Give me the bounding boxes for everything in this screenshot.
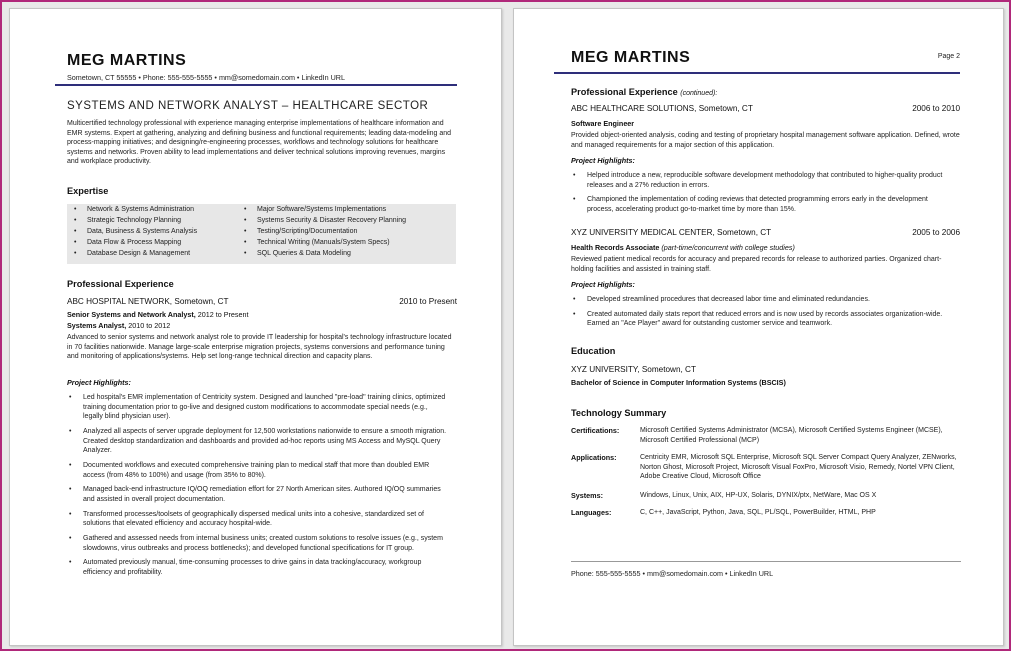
candidate-name: MEG MARTINS <box>67 52 187 69</box>
expertise-item: • Database Design & Management <box>87 250 190 257</box>
expertise-item: • Systems Security & Disaster Recovery Planning <box>257 217 406 224</box>
tech-value: Centricity EMR, Microsoft SQL Enterprise, Microsoft SQL Server Compact Query Analyzer, ZENworks, Norton Ghost, Microsoft Project, Microsoft Visual FoxPro, Microsoft Visio, Remedy, Nortel VPN Client, Adobe Creative Cloud, Microsoft Office <box>640 454 957 481</box>
page-number: Page 2 <box>937 53 960 60</box>
expertise-item: • Network & Systems Administration <box>87 206 194 213</box>
list-item: • Documented workflows and executed comprehensive training plan to medical staff that more than doubled EMR access (from 48% to 100%) and usage (from 35% to 80%). <box>67 461 447 480</box>
job-description: Provided object-oriented analysis, coding and testing of proprietary hospital management software application. Defined, wrote and managed requirements for a major section of this application. <box>571 132 960 149</box>
expertise-heading: Expertise <box>67 186 109 196</box>
highlights-list <box>571 171 951 220</box>
employer-dates: 2005 to 2006 <box>912 228 960 237</box>
tech-heading: Technology Summary <box>571 408 667 418</box>
highlights-list <box>571 295 951 334</box>
employer-dates: 2006 to 2010 <box>912 104 960 113</box>
highlights-label: Project Highlights: <box>67 378 131 387</box>
expertise-item: • Strategic Technology Planning <box>87 217 181 224</box>
tech-value: Windows, Linux, Unix, AIX, HP-UX, Solaris, DYNIX/ptx, NetWare, Mac OS X <box>640 492 877 499</box>
list-item: • Championed the implementation of coding reviews that detected programming errors early in the development process, accelerating product go-to-market time by more than 15%. <box>571 195 951 214</box>
tech-label: Languages: <box>571 508 612 517</box>
list-item: • Managed back-end infrastructure IQ/OQ remediation effort for 27 North American sites. Authored IQ/OQ summaries and assisted in overall project documentation. <box>67 485 447 504</box>
role-title-1: Senior Systems and Network Analyst, 2012 to Present <box>67 310 249 319</box>
candidate-name: MEG MARTINS <box>571 49 691 66</box>
tech-label: Certifications: <box>571 426 620 435</box>
expertise-item: • Data Flow & Process Mapping <box>87 239 181 246</box>
expertise-item: • Testing/Scripting/Documentation <box>257 228 357 235</box>
job-description: Advanced to senior systems and network analyst role to provide IT leadership for hospital's technology infrastructure located in 70 facilities nationwide. Manage large-scale enterprise migration projects, systems conversions and performance tuning and monitoring of applications/systems. Help set long-range technical direction and capacity plans. <box>67 334 452 361</box>
highlights-label: Project Highlights: <box>571 280 635 289</box>
header-rule <box>55 84 457 86</box>
tech-label: Applications: <box>571 453 617 462</box>
list-item: • Transformed processes/toolsets of geographically dispersed medical units into a cohesive, standardized set of solutions that elevated efficiency and accuracy hospital-wide. <box>67 510 447 529</box>
role-title: Software Engineer <box>571 119 635 128</box>
headline: SYSTEMS AND NETWORK ANALYST – HEALTHCARE SECTOR <box>67 100 429 112</box>
highlights-list <box>67 393 447 583</box>
resume-page-1 <box>9 8 502 646</box>
experience-heading: Professional Experience (continued): <box>571 87 718 97</box>
employer-name: ABC HOSPITAL NETWORK, Sometown, CT <box>67 297 229 306</box>
employer-dates: 2010 to Present <box>399 297 457 306</box>
resume-page-2 <box>513 8 1004 646</box>
expertise-item: • Major Software/Systems Implementations <box>257 206 386 213</box>
degree: Bachelor of Science in Computer Information Systems (BSCIS) <box>571 378 786 387</box>
contact-line: Sometown, CT 55555 • Phone: 555-555-5555 • mm@somedomain.com • LinkedIn URL <box>67 73 345 82</box>
job-description: Reviewed patient medical records for accuracy and prepared records for release to authorized parties. Organized chart-holding facilities and assisted in training staff. <box>571 256 942 273</box>
employer-name: XYZ UNIVERSITY MEDICAL CENTER, Sometown, CT <box>571 228 772 237</box>
highlights-label: Project Highlights: <box>571 156 635 165</box>
tech-value: C, C++, JavaScript, Python, Java, SQL, PL/SQL, PowerBuilder, HTML, PHP <box>640 509 876 516</box>
list-item: • Gathered and assessed needs from internal business units; created custom solutions to resolve issues (e.g., system slowdowns, virus outbreaks and process bottlenecks); and developed functional specifications for IT group. <box>67 534 447 553</box>
list-item: • Created automated daily stats report that reduced errors and is now used by records associates organization-wide. Earned an "Ace Player" award for outstanding customer service and teamwork. <box>571 310 951 329</box>
list-item: • Automated previously manual, time-consuming processes to drive gains in data tracking/accuracy, workgroup efficiency and profitability. <box>67 558 447 577</box>
list-item: • Helped introduce a new, reproducible software development methodology that contributed to higher-quality product releases and a 27% reduction in errors. <box>571 171 951 190</box>
tech-value: Microsoft Certified Systems Administrator (MCSA), Microsoft Certified Systems Engineer (MCSE), Microsoft Certified Professional (MCP) <box>640 427 943 444</box>
list-item: • Analyzed all aspects of server upgrade deployment for 12,500 workstations nationwide to ensure a smooth migration. Created desktop standardization and dashboards and provided ad-hoc reports using MS Access and MySQL Query Analyzer. <box>67 427 447 456</box>
school-name: XYZ UNIVERSITY, Sometown, CT <box>571 365 696 374</box>
header-rule <box>554 72 960 74</box>
footer-contact: Phone: 555-555-5555 • mm@somedomain.com • LinkedIn URL <box>571 569 774 578</box>
experience-heading: Professional Experience <box>67 279 174 289</box>
expertise-item: • SQL Queries & Data Modeling <box>257 250 351 257</box>
tech-label: Systems: <box>571 491 603 500</box>
expertise-item: • Technical Writing (Manuals/System Specs) <box>257 239 390 246</box>
role-title-2: Systems Analyst, 2010 to 2012 <box>67 321 171 330</box>
education-heading: Education <box>571 346 616 356</box>
expertise-item: • Data, Business & Systems Analysis <box>87 228 197 235</box>
list-item: • Developed streamlined procedures that decreased labor time and eliminated redundancies. <box>571 295 951 305</box>
list-item: • Led hospital's EMR implementation of Centricity system. Designed and launched "pre-load" training clinics, optimized training documentation prior to go-live and designed custom modifications to accommodate special needs (e.g., legally blind physician user). <box>67 393 447 422</box>
role-title: Health Records Associate (part-time/concurrent with college studies) <box>571 243 795 252</box>
summary-paragraph: Multicertified technology professional with experience managing enterprise implementations of healthcare information and EMR systems. Expert at gathering, analyzing and defining business and functional requirements; leading data-modeling and process-mapping initiatives; and designing/re-engineering processes, workflows and technology solutions for healthcare systems and networks. Proven ability to lead implementations and deliver technical solutions improving revenues, margins and workplace productivity. <box>67 120 452 166</box>
footer-rule <box>571 561 961 562</box>
employer-name: ABC HEALTHCARE SOLUTIONS, Sometown, CT <box>571 104 753 113</box>
